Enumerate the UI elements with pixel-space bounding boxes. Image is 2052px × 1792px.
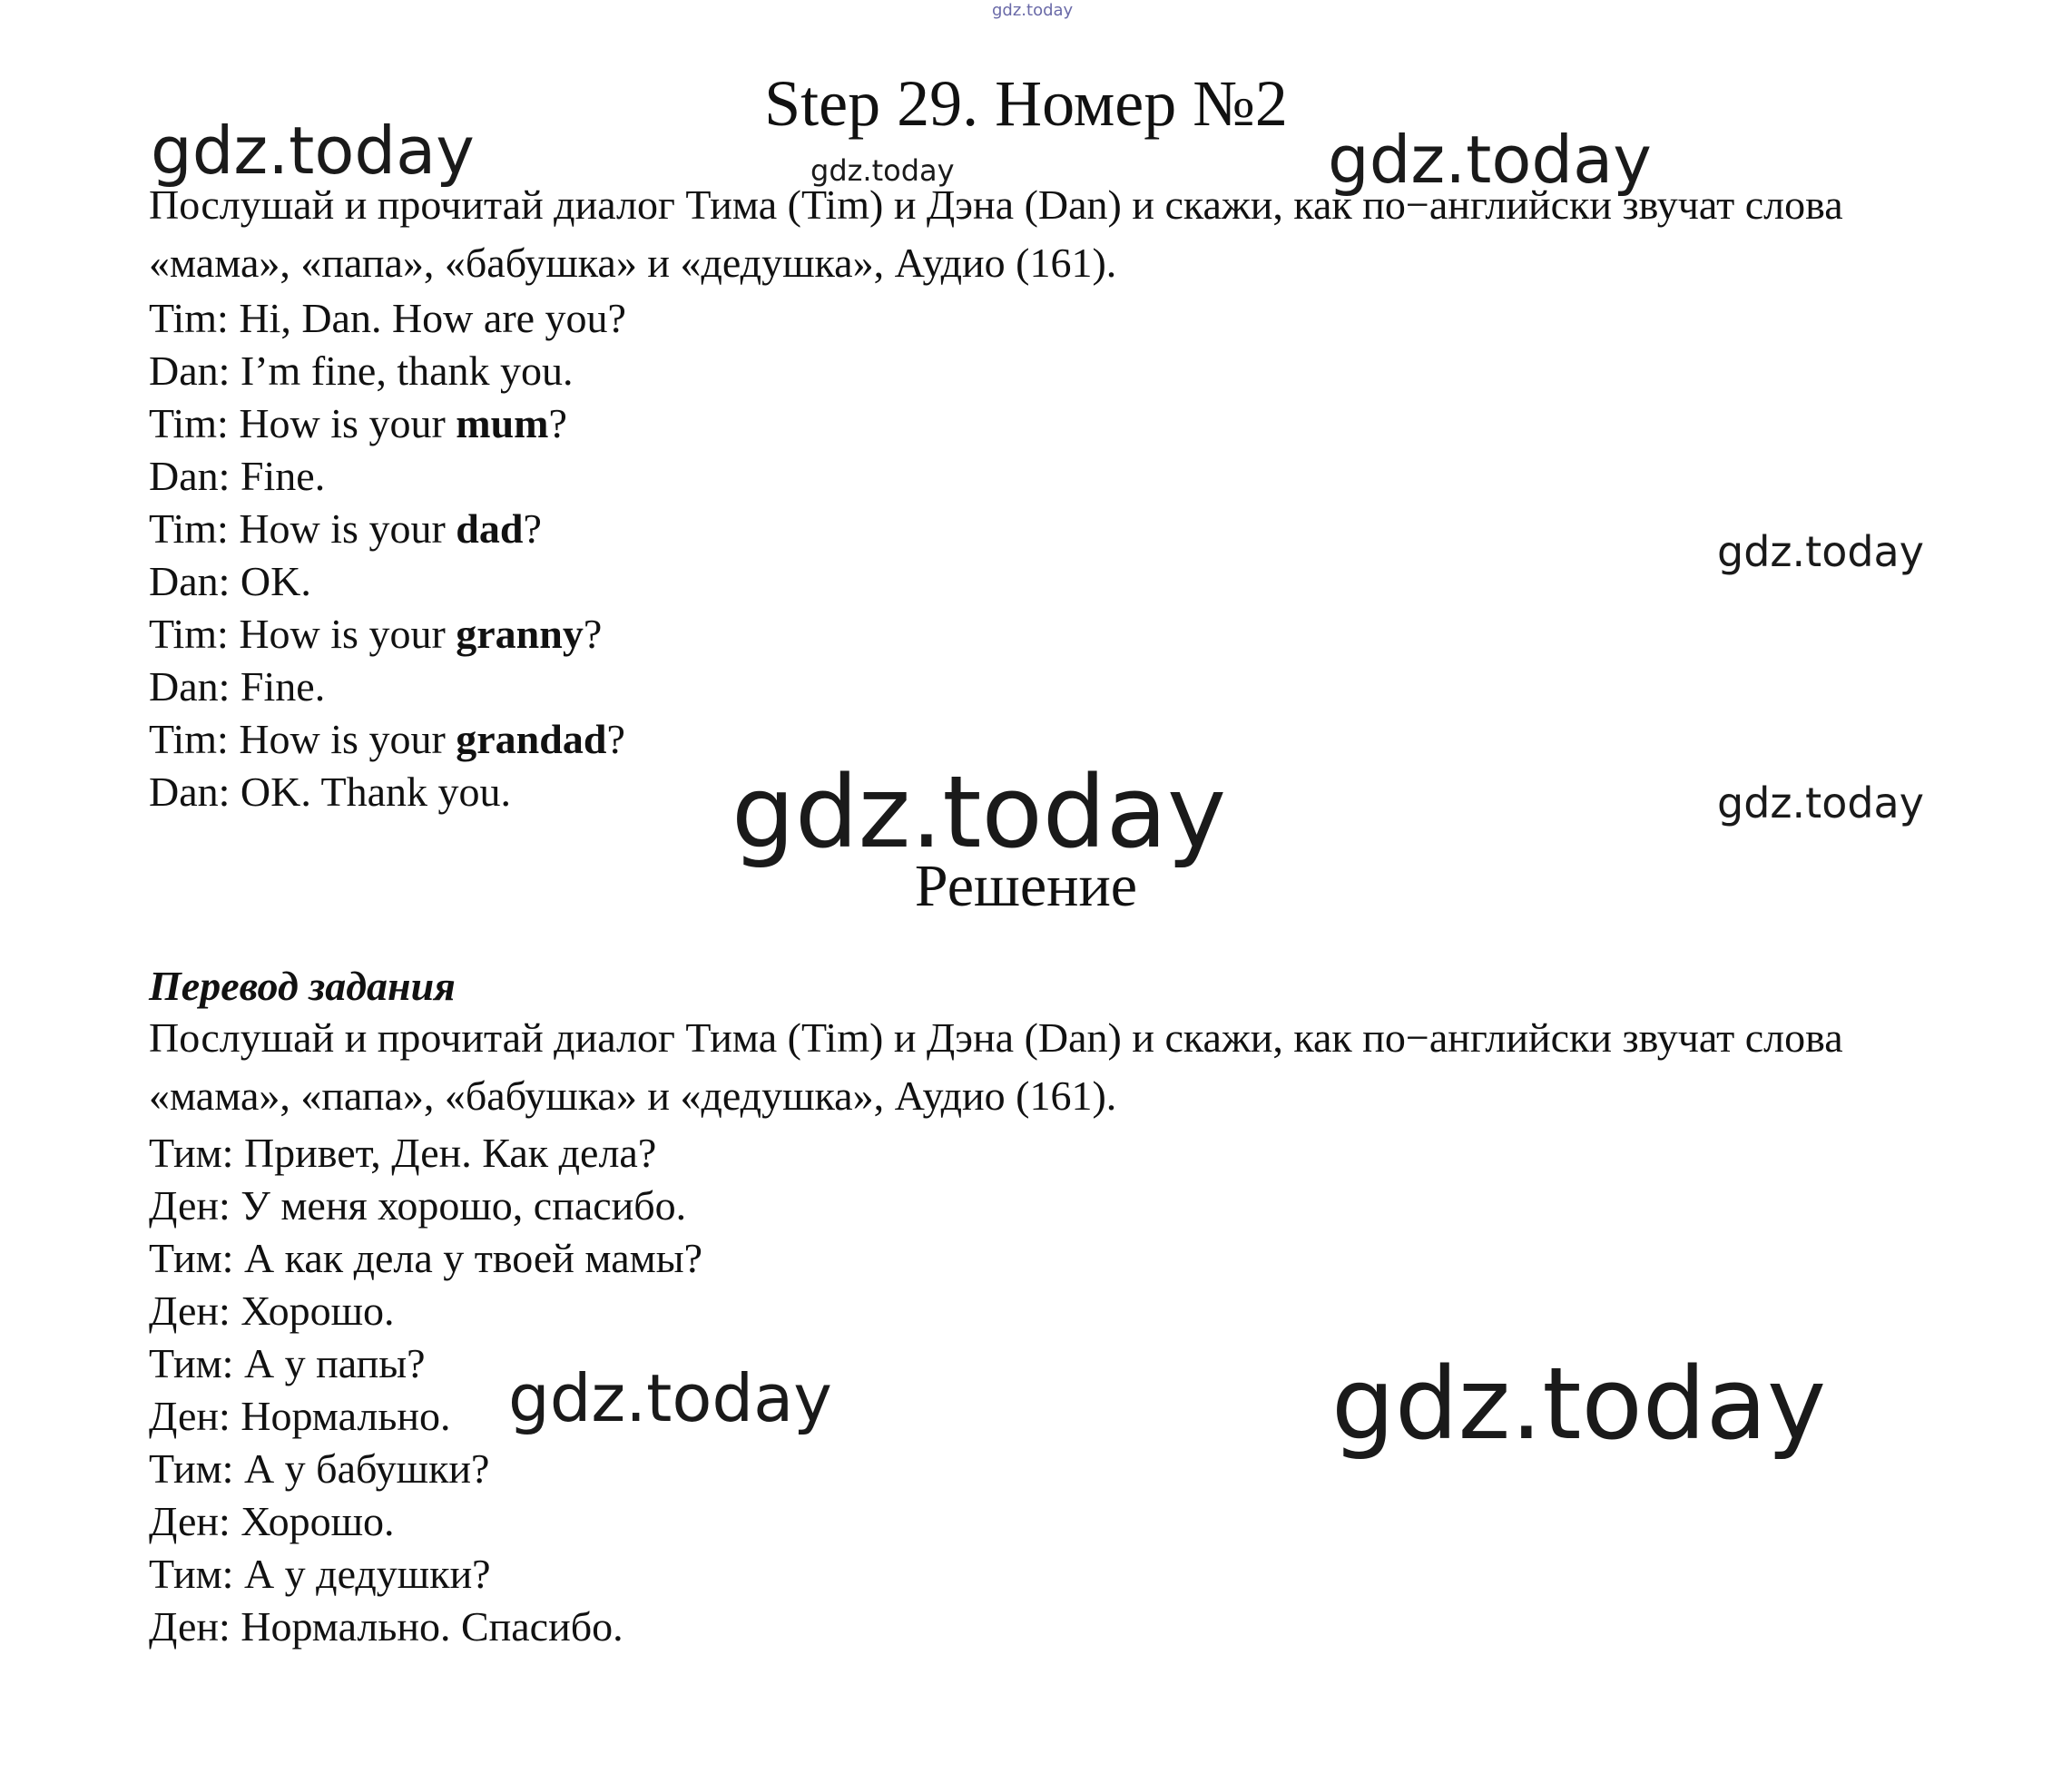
translation-heading: Перевод задания: [149, 963, 456, 1009]
dialog-line: Dan: Fine.: [149, 663, 326, 710]
dialog-line: [149, 503, 626, 555]
dialog-line-text: ?: [606, 716, 625, 762]
dialog-line: Тим: А как дела у твоей мамы?: [149, 1235, 703, 1281]
watermark: gdz.today: [810, 153, 955, 188]
solution-heading: Решение: [914, 853, 1138, 919]
watermark-small-top: gdz.today: [992, 1, 1074, 20]
dialog-line: Ден: Хорошо.: [149, 1498, 395, 1544]
dialog-line: Тим: Привет, Ден. Как дела?: [149, 1130, 657, 1176]
dialog-line: Ден: Нормально.: [149, 1393, 451, 1439]
dialog-line: Tim: Hi, Dan. How are you?: [149, 295, 626, 341]
dialog-line: [149, 397, 626, 450]
dialog-line-text: Tim: How is your: [149, 611, 457, 657]
watermark: gdz.today: [1717, 527, 1924, 576]
dialog-line: [149, 713, 626, 766]
dialog-line-text: Tim: How is your: [149, 716, 457, 762]
dialog-line: Dan: Fine.: [149, 453, 326, 499]
dialog-line: Dan: I’m fine, thank you.: [149, 348, 574, 394]
dialog-line: Ден: Хорошо.: [149, 1288, 395, 1334]
dialog-line: Тим: А у бабушки?: [149, 1445, 490, 1492]
watermark: gdz.today: [151, 113, 475, 189]
dialog-english: [149, 292, 626, 818]
highlighted-word: mum: [456, 400, 549, 446]
task-text-translation: Послушай и прочитай диалог Тима (Tim) и Дэна (Dan) и скажи, как по−английски звучат слова «мама», «папа», «бабушка» и «дедушка», Аудио (161).: [149, 1014, 1843, 1119]
dialog-line: Ден: У меня хорошо, спасибо.: [149, 1182, 687, 1229]
dialog-russian: [149, 1127, 702, 1653]
watermark: gdz.today: [1328, 122, 1652, 198]
dialog-line: Ден: Нормально. Спасибо.: [149, 1603, 623, 1650]
page-title: Step 29. Номер №2: [764, 67, 1288, 140]
dialog-line-text: ?: [523, 505, 542, 552]
highlighted-word: granny: [456, 611, 584, 657]
dialog-line: Dan: OK. Thank you.: [149, 769, 512, 815]
highlighted-word: dad: [456, 505, 524, 552]
watermark: gdz.today: [731, 754, 1227, 870]
dialog-line: Тим: А у папы?: [149, 1340, 426, 1386]
dialog-line: Dan: OK.: [149, 558, 311, 604]
dialog-line: [149, 608, 626, 661]
highlighted-word: grandad: [456, 716, 607, 762]
watermark: gdz.today: [1717, 778, 1924, 827]
task-text-original: Послушай и прочитай диалог Тима (Tim) и Дэна (Dan) и скажи, как по−английски звучат слова «мама», «папа», «бабушка» и «дедушка», Аудио (161).: [149, 181, 1843, 286]
dialog-line-text: ?: [583, 611, 603, 657]
watermark: gdz.today: [508, 1360, 832, 1436]
dialog-line-text: ?: [548, 400, 567, 446]
dialog-line: Тим: А у дедушки?: [149, 1551, 491, 1597]
dialog-line-text: Tim: How is your: [149, 400, 457, 446]
dialog-line-text: Tim: How is your: [149, 505, 457, 552]
watermark: gdz.today: [1331, 1346, 1827, 1462]
